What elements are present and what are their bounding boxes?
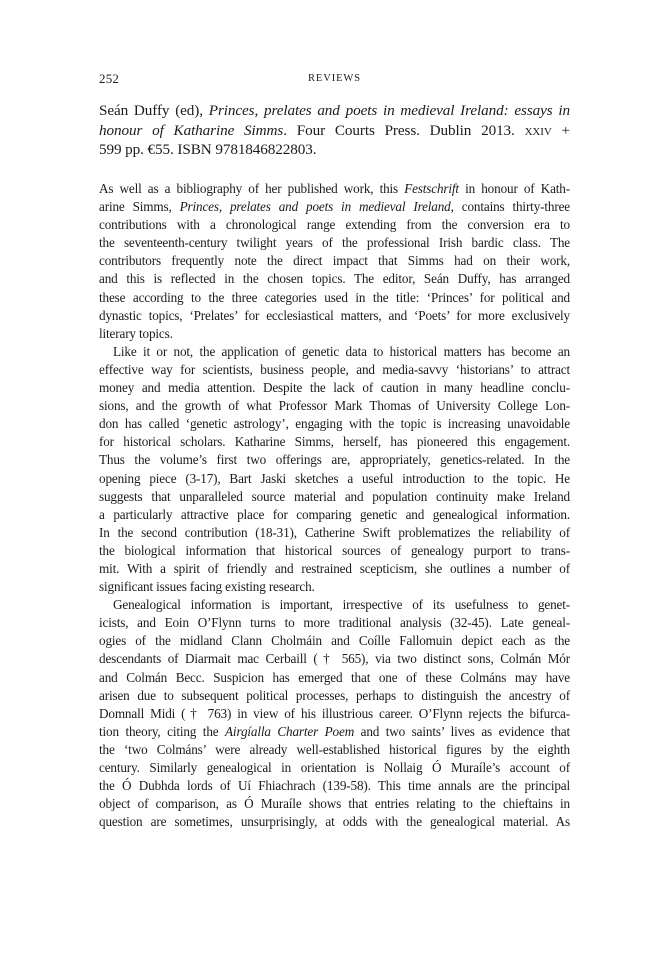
text-line: [99, 723, 570, 741]
text-segment: significant issues facing existing research.: [99, 579, 315, 595]
text-line: [99, 180, 570, 198]
running-header: [99, 71, 570, 87]
text-line: [99, 578, 570, 596]
running-head: REVIEWS: [308, 73, 361, 84]
text-segment: arine Simms,: [99, 199, 180, 215]
italic-text: Princes, prelates and poets in medieval Ireland: [179, 199, 451, 215]
text-segment: icists, and Eoin O’Flynn turns to more traditional analysis (32-45). Late geneal-: [99, 615, 570, 631]
text-line: [99, 524, 570, 542]
text-line: [99, 777, 570, 795]
text-segment: . Four Courts Press. Dublin 2013.: [283, 121, 525, 139]
text-segment: the ‘two Colmáns’ were already well-established historical figures by the eighth: [99, 741, 570, 757]
text-segment: literary topics.: [99, 325, 173, 341]
text-segment: the seventeenth-century twilight years of the professional Irish bardic class. The: [99, 235, 570, 251]
text-line: [99, 632, 570, 650]
text-segment: opening piece (3-17), Bart Jaski sketches a useful introduction to the topic. He: [99, 470, 570, 486]
text-line: [99, 759, 570, 777]
text-segment: In the second contribution (18-31), Catherine Swift problematizes the reliability of: [99, 524, 570, 540]
text-segment: in honour of Kath-: [458, 181, 570, 196]
text-segment: contributors frequently note the direct impact that Simms had on their work,: [99, 253, 570, 269]
text-segment: Domnall Midi († 763) in view of his illustrious career. O’Flynn rejects the bifurca-: [99, 705, 570, 721]
text-line: [99, 252, 570, 270]
text-segment: don has called ‘genetic astrology’, engaging with the topic is increasing unavoidable: [99, 416, 570, 432]
text-line: [99, 433, 570, 451]
text-segment: and this is reflected in the chosen topics. The editor, Seán Duffy, has arranged: [99, 271, 570, 287]
text-line: [99, 198, 570, 216]
text-segment: 599 pp. €55. ISBN 9781846822803.: [99, 141, 317, 159]
text-line: [99, 289, 570, 307]
text-segment: question are sometimes, unsurprisingly, at odds with the genealogical material. As: [99, 814, 570, 830]
text-line: [99, 270, 570, 288]
text-segment: mit. With a spirit of friendly and restrained scepticism, she outlines a number of: [99, 560, 570, 576]
text-segment: +: [551, 121, 570, 139]
text-segment: arisen due to subsequent political processes, perhaps to distinguish the ancestry of: [99, 687, 570, 703]
italic-text: Princes, prelates and poets in medieval Ireland: essays in: [208, 102, 570, 119]
text-segment: , contains thirty-three: [450, 199, 570, 215]
text-line: [99, 121, 570, 141]
text-segment: dynastic topics, ‘Prelates’ for ecclesiastical matters, and ‘Poets’ for more exclusively: [99, 307, 570, 323]
text-segment: As well as a bibliography of her published work, this: [99, 181, 405, 196]
text-line: [99, 361, 570, 379]
text-line: [99, 741, 570, 759]
text-segment: a particularly attractive place for comparing genetic and genealogical information.: [99, 506, 570, 522]
text-line: [99, 379, 570, 397]
text-line: [99, 795, 570, 813]
text-segment: effective way for scientists, business people, and media-savvy ‘historians’ to attract: [99, 361, 570, 377]
text-segment: the Ó Dubhda lords of Uí Fhiachrach (139-58). This time annals are the principal: [99, 778, 570, 794]
text-line: [99, 560, 570, 578]
review-citation: [99, 101, 570, 160]
text-segment: object of comparison, as Ó Muraíle shows that entries relating to the chieftains in: [99, 796, 570, 812]
text-line: [99, 343, 570, 361]
text-segment: Seán Duffy (ed),: [99, 102, 209, 119]
text-segment: the biological information that historical sources of genealogy purport to trans-: [99, 542, 570, 558]
text-line: [99, 234, 570, 252]
text-segment: these according to the three categories used in the title: ‘Princes’ for political and: [99, 289, 570, 305]
text-segment: Thus the volume’s first two offerings are, appropriately, genetics-related. In the: [99, 452, 570, 468]
text-line: [99, 506, 570, 524]
text-line: [99, 669, 570, 687]
text-line: [99, 101, 570, 121]
text-segment: Like it or not, the application of genetic data to historical matters has become an: [113, 343, 570, 359]
text-segment: money and media attention. Despite the lack of caution in many headline conclu-: [99, 380, 570, 396]
text-line: [99, 813, 570, 831]
paragraph: [99, 180, 570, 343]
text-line: [99, 650, 570, 668]
text-line: [99, 596, 570, 614]
text-line: [99, 488, 570, 506]
text-segment: and two saints’ lives as evidence that: [354, 723, 570, 739]
paragraph: [99, 596, 570, 831]
text-line: [99, 451, 570, 469]
text-line: [99, 415, 570, 433]
text-line: [99, 470, 570, 488]
text-segment: sions, and the growth of what Professor Mark Thomas of University College Lon-: [99, 398, 570, 414]
text-segment: and Colmán Becc. Suspicion has emerged that one of these Colmáns may have: [99, 669, 570, 685]
review-body: [99, 180, 570, 831]
text-segment: for historical scholars. Katharine Simms, herself, has pioneered this engagement.: [99, 434, 570, 450]
text-line: [99, 614, 570, 632]
text-segment: ogies of the midland Clann Cholmáin and Coílle Fallomuin depict each as the: [99, 633, 570, 649]
page-number: 252: [99, 71, 120, 86]
text-line: [99, 216, 570, 234]
text-line: [99, 140, 570, 160]
text-line: [99, 687, 570, 705]
text-segment: contributions with a chronological range extending from the conversion era to: [99, 217, 570, 233]
smallcaps-text: xxiv: [524, 121, 552, 139]
italic-text: Airgíalla Charter Poem: [225, 723, 355, 739]
text-segment: Genealogical information is important, irrespective of its usefulness to genet-: [113, 597, 570, 613]
italic-text: Festschrift: [404, 181, 459, 196]
text-segment: century. Similarly genealogical in orientation is Nollaig Ó Muraíle’s account of: [99, 760, 570, 775]
text-line: [99, 542, 570, 560]
text-segment: suggests that unparalleled source material and population continuity make Ireland: [99, 488, 570, 504]
text-segment: tion theory, citing the: [99, 723, 226, 739]
text-segment: descendants of Diarmait mac Cerbaill († 565), via two distinct sons, Colmán Mór: [99, 651, 570, 667]
text-line: [99, 325, 570, 343]
italic-text: honour of Katharine Simms: [99, 121, 284, 139]
paragraph: [99, 343, 570, 596]
text-line: [99, 307, 570, 325]
text-line: [99, 397, 570, 415]
text-line: [99, 705, 570, 723]
